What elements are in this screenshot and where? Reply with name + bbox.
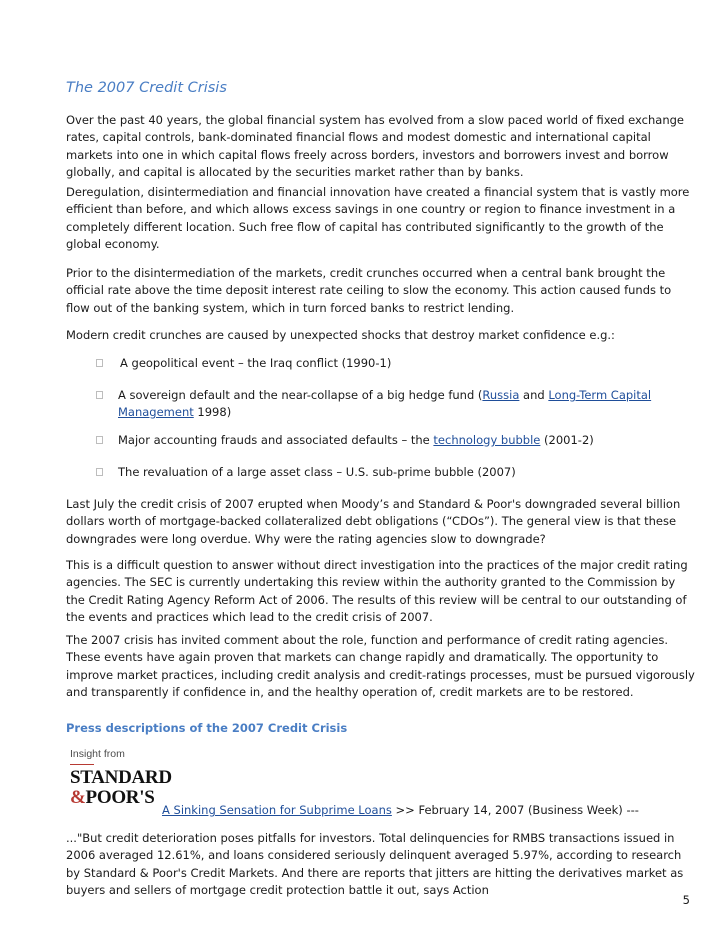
article-quote: ..."But credit deterioration poses pitfalls for investors. Total delinquencies for RMBS transactions issued in 2006 averaged 12.61%, and loans considered seriously delinquent averaged 5.97%, according to research by Standard & Poor's Credit Markets. And there are reports that jitters are hitting the derivatives market as buyers and sellers of mortgage credit protection battle it out, says Action — [66, 831, 684, 897]
press-heading: Press descriptions of the 2007 Credit Crisis — [66, 721, 348, 735]
bullet-box-icon — [96, 391, 103, 399]
paragraph-1: Over the past 40 years, the global financial system has evolved from a slow paced world of fixed exchange rates, capital controls, bank-dominated financial flows and modest domestic and international capital markets into one in which capital flows freely across borders, investors and borrowers invest and borrow globally, and capital is allocated by the securities market rather than by banks. — [66, 113, 684, 179]
paragraph-2: Deregulation, disintermediation and financial innovation have created a financial system that is vastly more efficient than before, and which allows excess savings in one country or region to finance investment in a completely different location. Such free flow of capital has contributed significantly to the growth of the global economy. — [66, 185, 690, 251]
bullet-text: A geopolitical event – the Iraq conflict (1990-1) — [120, 356, 392, 370]
ltcm-link[interactable]: Long-Term Capital Management — [118, 388, 652, 420]
paragraph-6: This is a difficult question to answer without direct investigation into the practices of the major credit rating agencies. The SEC is currently undertaking this review within the authority granted to the Commission by the Credit Rating Agency Reform Act of 2006. The results of this review will be central to our outstanding of the events and practices which lead to the credit crisis of 2007. — [66, 558, 688, 624]
standard-poors-logo: Insight from STANDARD &POOR'S — [70, 748, 172, 808]
article-link[interactable]: A Sinking Sensation for Subprime Loans — [162, 803, 392, 817]
paragraph-4: Modern credit crunches are caused by unexpected shocks that destroy market confidence e.g.: — [66, 328, 615, 342]
section-title: The 2007 Credit Crisis — [66, 80, 227, 96]
bullet-text: A sovereign default and the near-collapse of a big hedge fund (Russia and Long-Term Capital Management 1998) — [118, 388, 652, 420]
page-number: 5 — [682, 893, 690, 907]
paragraph-5: Last July the credit crisis of 2007 erupted when Moody’s and Standard & Poor's downgraded several billion dollars worth of mortgage-backed collateralized debt obligations (“CDOs”). The general view is that these downgrades were long overdue. Why were the rating agencies slow to downgrade? — [66, 497, 681, 546]
russia-link[interactable]: Russia — [482, 388, 520, 402]
bullet-box-icon — [96, 436, 103, 444]
technology-bubble-link[interactable]: technology bubble — [433, 433, 541, 447]
paragraph-3: Prior to the disintermediation of the markets, credit crunches occurred when a central bank brought the official rate above the time deposit interest rate ceiling to slow the economy. This action caused funds to flow out of the banking system, which in turn forced banks to restrict lending. — [66, 266, 672, 315]
bullet-box-icon — [96, 468, 103, 476]
bullet-text: The revaluation of a large asset class – U.S. sub-prime bubble (2007) — [118, 465, 516, 479]
article-reference: A Sinking Sensation for Subprime Loans >> February 14, 2007 (Business Week) --- — [162, 803, 639, 817]
paragraph-7: The 2007 crisis has invited comment about the role, function and performance of credit rating agencies. These events have again proven that markets can change rapidly and dramatically. The opportunity to improve market practices, including credit analysis and credit-ratings processes, must be pursued vigorously and transparently if confidence in, and the healthy operation of, credit markets are to be restored. — [66, 633, 695, 699]
bullet-box-icon — [96, 359, 103, 367]
bullet-text: Major accounting frauds and associated defaults – the technology bubble (2001-2) — [118, 433, 594, 447]
